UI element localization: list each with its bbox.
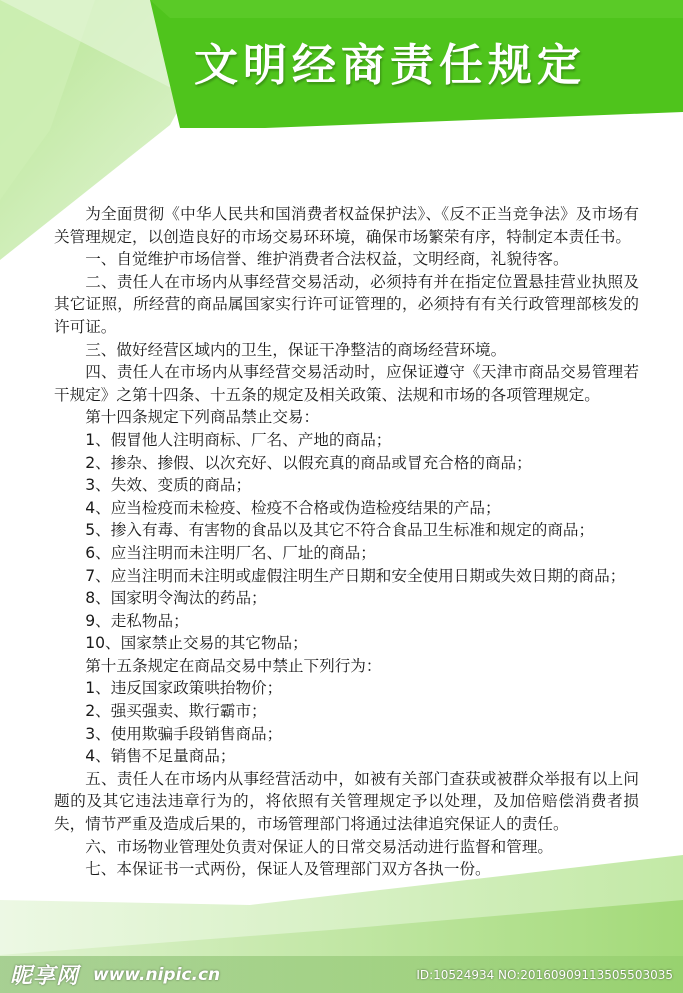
list-item: 9、走私物品； (85, 611, 189, 630)
watermark-logo: 昵享网 (10, 964, 80, 989)
list-item: 2、强买强卖、欺行霸市； (85, 702, 267, 721)
watermark-id: ID:10524934 NO:20160909113505503035 (416, 967, 673, 982)
paragraph-5: 五、责任人在市场内从事经营活动中，如被有关部门查获或被群众举报有以上问题的及其它违法违章行为的，将依照有关管理规定予以处理，及加倍赔偿消费者损失，情节严重及造成后果的，市场管理部门将通过法律追究保证人的责任。 (54, 769, 639, 834)
watermark-url: www.nipic.cn (93, 964, 221, 985)
article-15-heading: 第十五条规定在商品交易中禁止下列行为： (85, 656, 382, 675)
list-item: 6、应当注明而未注明厂名、厂址的商品； (85, 543, 376, 562)
paragraph-3: 三、做好经营区域内的卫生，保证干净整洁的商场经营环境。 (85, 340, 507, 359)
paragraph-4: 四、责任人在市场内从事经营交易活动时，应保证遵守《天津市商品交易管理若干规定》之第十四条、十五条的规定及相关政策、法规和市场的各项管理规定。 (54, 363, 639, 404)
paragraph-1: 一、自觉维护市场信誉、维护消费者合法权益，文明经商，礼貌待客。 (85, 250, 569, 269)
list-item: 5、掺入有毒、有害物的食品以及其它不符合食品卫生标准和规定的商品； (85, 521, 595, 540)
paragraph-7: 七、本保证书一式两份，保证人及管理部门双方各执一份。 (85, 860, 491, 879)
watermark-bar (0, 956, 683, 993)
list-item: 3、失效、变质的商品； (85, 476, 252, 495)
paragraph-intro: 为全面贯彻《中华人民共和国消费者权益保护法》、《反不正当竞争法》及市场有关管理规定，以创造良好的市场交易环环境，确保市场繁荣有序，特制定本责任书。 (54, 205, 639, 246)
list-item: 4、应当检疫而未检疫、检疫不合格或伪造检疫结果的产品； (85, 498, 501, 517)
document-body (54, 203, 639, 881)
list-item: 1、假冒他人注明商标、厂名、产地的商品； (85, 430, 392, 449)
list-item: 10、国家禁止交易的其它物品； (85, 634, 308, 653)
list-item: 3、使用欺骗手段销售商品； (85, 724, 283, 743)
paragraph-2: 二、责任人在市场内从事经营交易活动，必须持有并在指定位置悬挂营业执照及其它证照，所经营的商品属国家实行许可证管理的，必须持有有关行政管理部核发的许可证。 (54, 272, 639, 336)
list-item: 1、违反国家政策哄抬物价； (85, 679, 283, 698)
paragraph-6: 六、市场物业管理处负责对保证人的日常交易活动进行监督和管理。 (85, 837, 554, 856)
article-14-heading: 第十四条规定下列商品禁止交易： (85, 408, 320, 427)
list-item: 8、国家明令淘汰的药品； (85, 589, 267, 608)
list-item: 7、应当注明而未注明或虚假注明生产日期和安全使用日期或失效日期的商品； (85, 566, 626, 585)
list-item: 2、掺杂、掺假、以次充好、以假充真的商品或冒充合格的商品； (85, 453, 532, 472)
page-title: 文明经商责任规定 (194, 40, 586, 91)
list-item: 4、销售不足量商品； (85, 747, 236, 766)
